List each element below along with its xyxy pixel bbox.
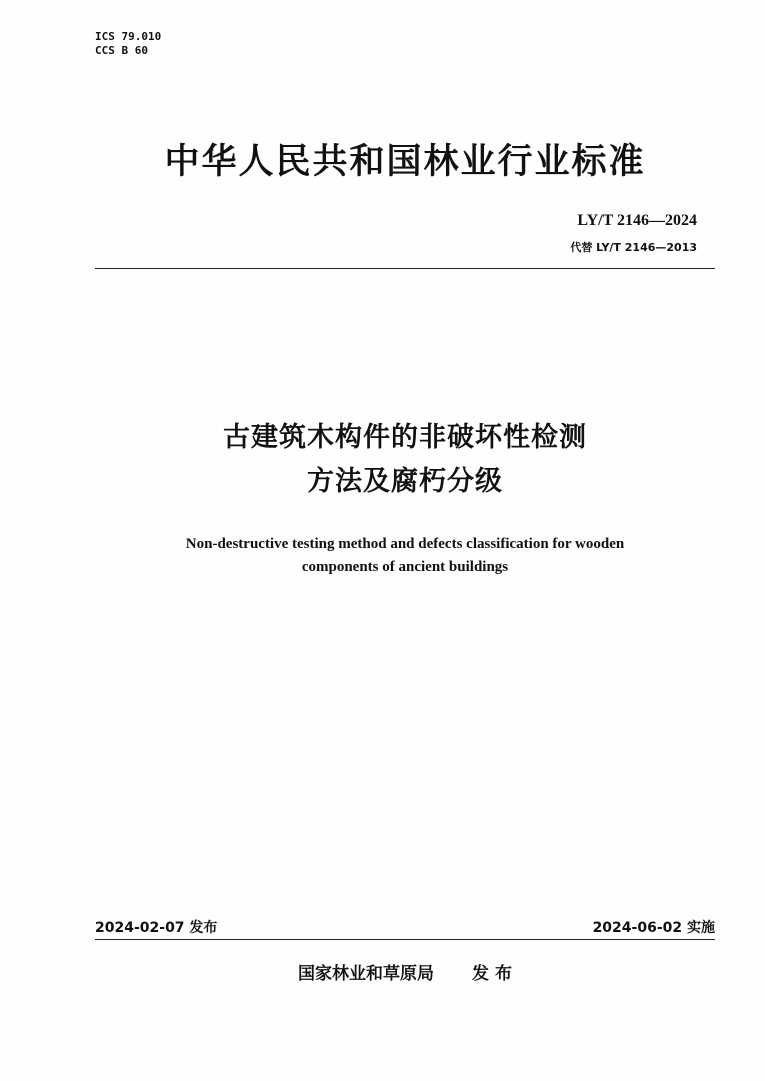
ics-code: ICS 79.010 [95,30,162,43]
classification-codes [95,30,161,58]
issuer-action: 发 布 [472,964,512,984]
standard-number: LY/T 2146—2024 [577,212,697,229]
document-title-english [95,533,715,579]
industry-standard-title: 中华人民共和国林业行业标准 [164,142,646,182]
document-title-chinese [95,416,715,504]
title-zh-line-2: 方法及腐朽分级 [307,466,503,497]
implementation-date: 2024-06-02 实施 [592,920,715,936]
issue-date: 2024-02-07 发布 [95,920,218,936]
issuer-name: 国家林业和草原局 [298,964,435,984]
ccs-code: CCS B 60 [95,44,148,57]
title-zh-line-1: 古建筑木构件的非破坏性检测 [223,422,587,453]
title-en-line-2: components of ancient buildings [301,559,509,575]
replaces-standard: 代替 LY/T 2146—2013 [570,241,697,254]
title-en-line-1: Non-destructive testing method and defects classification for wooden [185,536,625,552]
top-divider [95,268,715,269]
bottom-divider [95,939,715,940]
issuing-authority [95,962,715,986]
